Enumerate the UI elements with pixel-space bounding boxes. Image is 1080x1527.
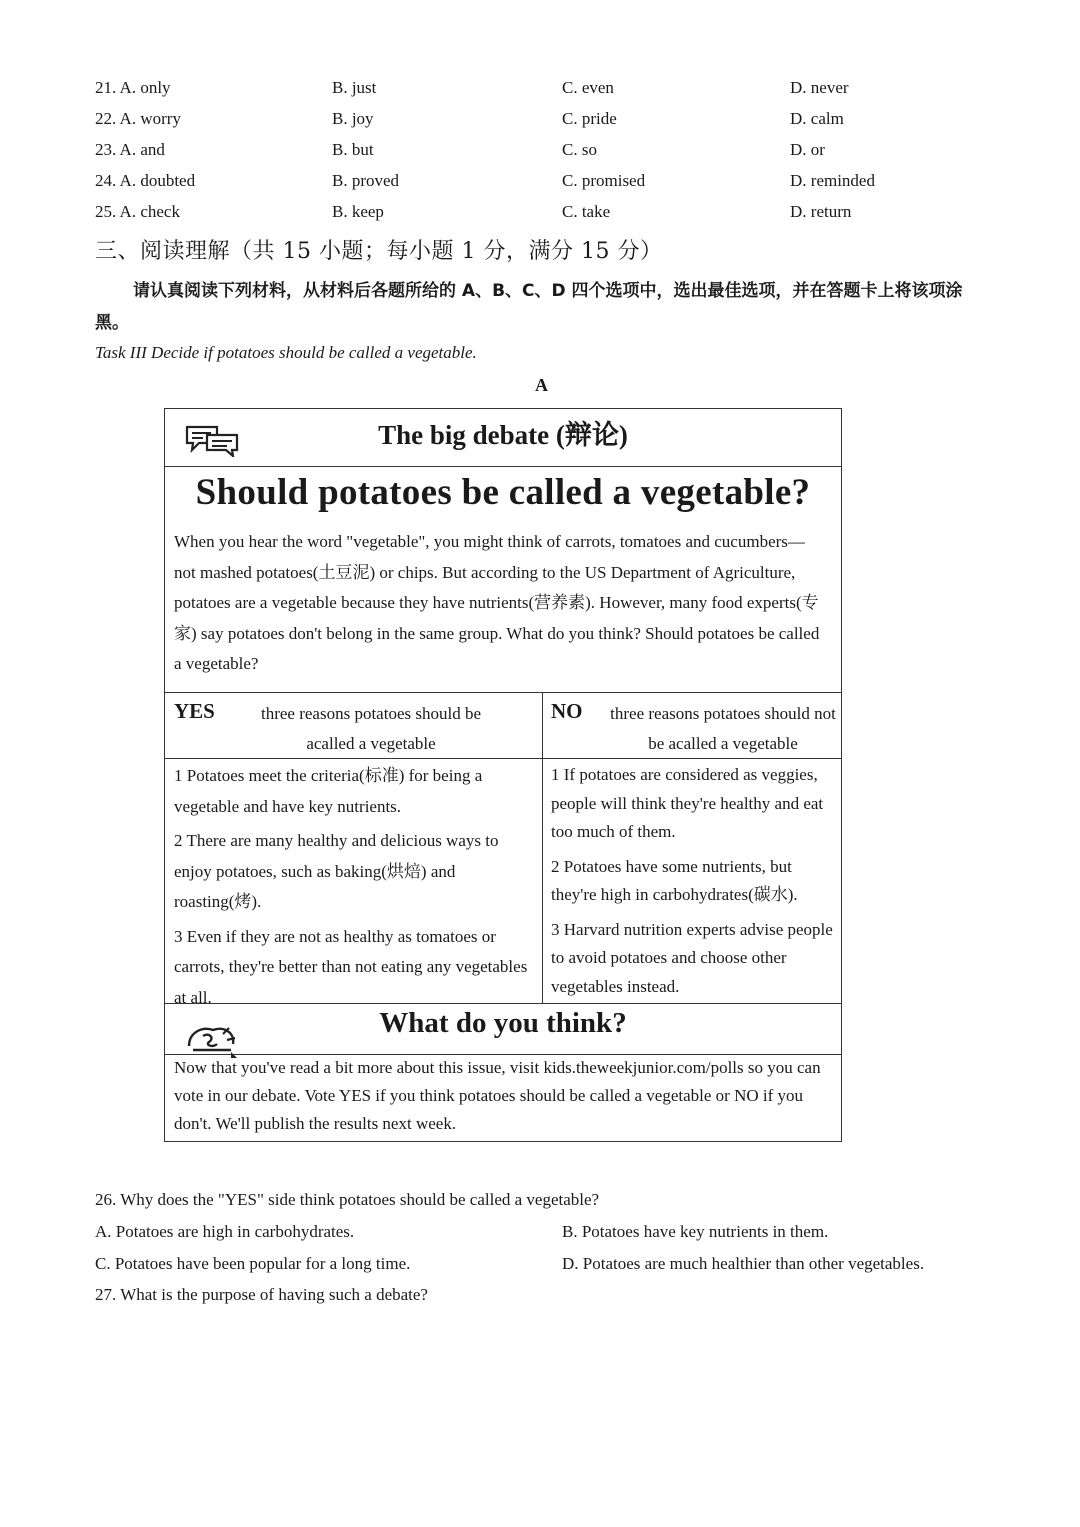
- divider: [165, 758, 841, 759]
- task-line: Task III Decide if potatoes should be called a vegetable.: [95, 343, 477, 362]
- option-d: D. calm: [790, 109, 844, 128]
- option-row-22: [0, 109, 1080, 137]
- think-title: What do you think?: [379, 1007, 627, 1039]
- option-row-23: [0, 140, 1080, 168]
- no-reasons-list: [551, 761, 836, 1007]
- yes-reasons-list: [174, 761, 534, 1017]
- option-c: C. take: [562, 202, 611, 221]
- option-a: 25. A. check: [95, 202, 180, 221]
- yes-description: three reasons potatoes should be acalled a vegetable: [261, 704, 481, 753]
- option-b: B. joy: [332, 109, 374, 128]
- instructions: 请认真阅读下列材料，从材料后各题所给的 A、B、C、D 四个选项中，选出最佳选项，并在答题卡上将该项涂黑。: [95, 281, 963, 333]
- article-closing: Now that you've read a bit more about this issue, visit kids.theweekjunior.com/polls so you can vote in our debate. Vote YES if you think potatoes should be called a vegetable or NO if you don't. We'll publish the results next week.: [174, 1058, 821, 1133]
- no-label: NO: [551, 699, 583, 723]
- list-item: 3 Even if they are not as healthy as tomatoes or carrots, they're better than not eating any vegetables at all.: [174, 926, 528, 1007]
- option-d: D. return: [790, 202, 852, 221]
- option-row-24: [0, 171, 1080, 199]
- option-row-21: [0, 78, 1080, 106]
- option-b: B. proved: [332, 171, 400, 190]
- answer-option-c: C. Potatoes have been popular for a long time.: [95, 1254, 411, 1273]
- list-item: 3 Harvard nutrition experts advise people to avoid potatoes and choose other vegetables instead.: [551, 919, 833, 996]
- answer-option-a: A. Potatoes are high in carbohydrates.: [95, 1222, 355, 1241]
- answer-option-d: D. Potatoes are much healthier than other vegetables.: [562, 1254, 925, 1273]
- divider: [165, 692, 841, 693]
- yes-label: YES: [174, 699, 215, 723]
- option-d: D. reminded: [790, 171, 875, 190]
- list-item: 2 There are many healthy and delicious ways to enjoy potatoes, such as baking(烘焙) and roasting(烤).: [174, 831, 499, 911]
- option-b: B. just: [332, 78, 377, 97]
- list-item: 1 Potatoes meet the criteria(标准) for being a vegetable and have key nutrients.: [174, 766, 483, 816]
- no-description: three reasons potatoes should not be acalled a vegetable: [610, 704, 836, 753]
- option-a: 22. A. worry: [95, 109, 181, 128]
- question-27: 27. What is the purpose of having such a debate?: [95, 1285, 428, 1304]
- option-a: 23. A. and: [95, 140, 165, 159]
- divider: [165, 1003, 841, 1004]
- question-26: 26. Why does the "YES" side think potatoes should be called a vegetable?: [95, 1190, 600, 1209]
- option-a: 21. A. only: [95, 78, 171, 97]
- option-d: D. never: [790, 78, 849, 97]
- option-a: 24. A. doubted: [95, 171, 196, 190]
- column-divider: [542, 692, 543, 1003]
- list-item: 1 If potatoes are considered as veggies, people will think they're healthy and eat too much of them.: [551, 765, 824, 841]
- article-headline: Should potatoes be called a vegetable?: [195, 472, 811, 513]
- option-c: C. even: [562, 78, 614, 97]
- divider: [165, 466, 841, 467]
- option-c: C. so: [562, 140, 597, 159]
- answer-option-b: B. Potatoes have key nutrients in them.: [562, 1222, 829, 1241]
- option-c: C. promised: [562, 171, 646, 190]
- option-row-25: [0, 202, 1080, 230]
- option-b: B. but: [332, 140, 374, 159]
- article-box: [164, 408, 842, 1142]
- passage-label: A: [535, 375, 548, 395]
- section-title: 三、阅读理解（共 15 小题；每小题 1 分，满分 15 分）: [95, 239, 663, 264]
- option-d: D. or: [790, 140, 825, 159]
- option-c: C. pride: [562, 109, 617, 128]
- list-item: 2 Potatoes have some nutrients, but they're high in carbohydrates(碳水).: [551, 856, 798, 904]
- option-b: B. keep: [332, 202, 384, 221]
- banner-title: The big debate (辩论): [378, 420, 628, 450]
- article-intro: When you hear the word "vegetable", you might think of carrots, tomatoes and cucumbers—not mashed potatoes(土豆泥) or chips. But according to the US Department of Agriculture, potatoes are a vegetable because they have nutrients(营养素). However, many food experts(专家) say potatoes don't belong in the same group. What do you think? Should potatoes be called a vegetable?: [174, 532, 820, 673]
